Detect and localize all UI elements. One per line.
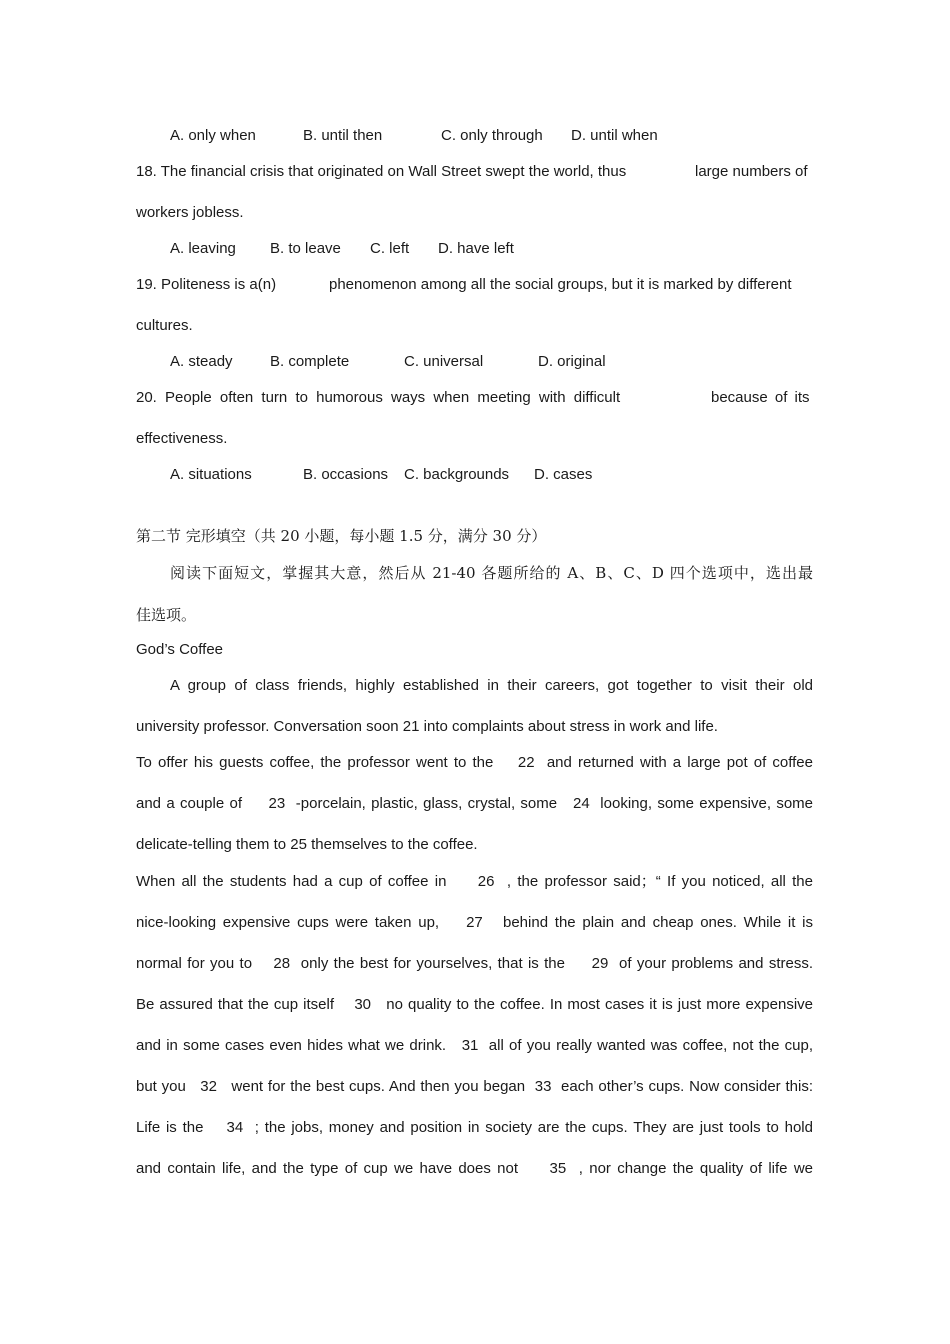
passage-line [136, 1077, 813, 1097]
q17-option-c: C. only through [441, 127, 543, 144]
passage-line [136, 1159, 813, 1179]
passage-line [136, 995, 813, 1015]
passage-line: university professor. Conversation soon 21 into complaints about stress in work and life. [136, 718, 718, 735]
passage-line-text: normal for you to 28 only the best for yourselves, that is the 29 of your problems and stress. [136, 955, 813, 972]
passage-line [170, 676, 813, 696]
section-instructions [170, 563, 813, 583]
q18-option-d: D. have left [438, 240, 514, 257]
q19-option-c: C. universal [404, 353, 484, 370]
passage-line-text: Be assured that the cup itself 30 no quality to the coffee. In most cases it is just more expensive [136, 996, 813, 1013]
passage-line-text: To offer his guests coffee, the professor went to the 22 and returned with a large pot of coffee [136, 754, 813, 771]
q20-stem-continued: effectiveness. [136, 430, 228, 447]
q18-stem-continued: workers jobless. [136, 204, 244, 221]
q20-option-d: D. cases [534, 466, 593, 483]
passage-line [136, 913, 813, 933]
passage-line-text: When all the students had a cup of coffee in 26 , the professor said；“ If you noticed, all the [136, 873, 813, 890]
passage-title: God’s Coffee [136, 641, 224, 658]
q17-option-d: D. until when [571, 127, 658, 144]
q20-option-c: C. backgrounds [404, 466, 510, 483]
q17-option-b: B. until then [303, 127, 383, 144]
passage-line-text: but you 32 went for the best cups. And then you began 33 each other’s cups. Now consider this: [136, 1078, 813, 1095]
passage-line-text: and in some cases even hides what we drink. 31 all of you really wanted was coffee, not the cup, [136, 1037, 813, 1054]
q19-option-a: A. steady [170, 353, 233, 370]
q19-option-b: B. complete [270, 353, 350, 370]
passage-line [136, 753, 813, 773]
passage-line: delicate-telling them to 25 themselves to the coffee. [136, 836, 478, 853]
passage-line [136, 1118, 813, 1138]
section-instructions-line-2: 佳选项。 [136, 606, 197, 624]
passage-line [136, 954, 813, 974]
section-instructions-line-1: 阅读下面短文，掌握其大意，然后从 21-40 各题所给的 A、B、C、D 四个选项中，选出最 [170, 564, 813, 582]
q18-option-a: A. leaving [170, 240, 236, 257]
q19-stem-tail: phenomenon among all the social groups, but it is marked by different [329, 276, 792, 293]
passage-line-text: A group of class friends, highly established in their careers, got together to visit their old [170, 677, 813, 694]
q19-stem: 19. Politeness is a(n) [136, 276, 277, 293]
q20-stem-tail: because of its [711, 389, 810, 406]
passage-line [136, 794, 813, 814]
passage-line-text: and contain life, and the type of cup we have does not 35 , nor change the quality of life we [136, 1160, 813, 1177]
passage-line-text: nice-looking expensive cups were taken up, 27 behind the plain and cheap ones. While it is [136, 914, 813, 931]
section-heading: 第二节 完形填空（共 20 小题，每小题 1.5 分，满分 30 分） [136, 527, 547, 545]
passage-line-text: Life is the 34 ; the jobs, money and position in society are the cups. They are just tools to hold [136, 1119, 813, 1136]
q18-stem: 18. The financial crisis that originated on Wall Street swept the world, thus [136, 163, 627, 180]
q18-option-b: B. to leave [270, 240, 341, 257]
q18-stem-tail: large numbers of [695, 163, 808, 180]
q20-option-b: B. occasions [303, 466, 389, 483]
q20-stem: 20. People often turn to humorous ways when meeting with difficult [136, 389, 621, 406]
passage-line [136, 1036, 813, 1056]
q19-option-d: D. original [538, 353, 606, 370]
q19-stem-continued: cultures. [136, 317, 193, 334]
q17-option-a: A. only when [170, 127, 256, 144]
passage-line [136, 872, 813, 892]
q20-option-a: A. situations [170, 466, 252, 483]
passage-line-text: and a couple of 23 -porcelain, plastic, glass, crystal, some 24 looking, some expensive, some [136, 795, 813, 812]
q18-option-c: C. left [370, 240, 410, 257]
